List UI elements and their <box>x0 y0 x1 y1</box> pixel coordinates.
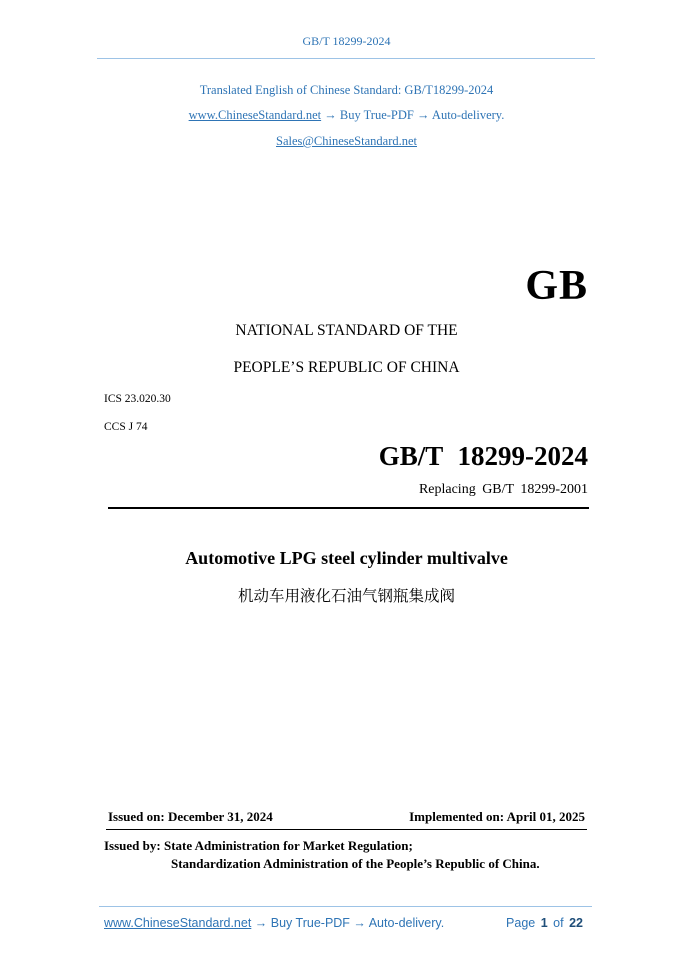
purchase-text: → Buy True-PDF → Auto-delivery. <box>321 108 505 122</box>
document-title-en: Automotive LPG steel cylinder multivalve <box>185 548 508 568</box>
title-divider <box>108 507 589 509</box>
standard-number: GB/T 18299-2024 <box>378 441 588 471</box>
issued-by-line1: Issued by: State Administration for Market Regulation; <box>104 838 413 853</box>
page-current: 1 <box>540 916 548 930</box>
page-of: of <box>553 916 564 930</box>
implemented-on-date: Implemented on: April 01, 2025 <box>409 809 585 824</box>
footer-divider <box>99 906 592 907</box>
gb-logo: GB <box>525 263 588 309</box>
sales-email-link[interactable]: Sales@ChineseStandard.net <box>276 134 417 148</box>
footer-promo <box>104 916 444 930</box>
page-label: Page <box>506 916 536 930</box>
footer-promo-text: → Buy True-PDF → Auto-delivery. <box>251 916 445 930</box>
header-divider <box>97 58 595 59</box>
site-link[interactable]: www.ChineseStandard.net <box>188 108 322 122</box>
running-header: GB/T 18299-2024 <box>302 34 391 48</box>
purchase-notice <box>0 108 693 123</box>
document-title-cn: 机动车用液化石油气钢瓶集成阀 <box>237 587 455 605</box>
translation-notice: Translated English of Chinese Standard: GB/T18299-2024 <box>199 83 494 97</box>
page-total: 22 <box>569 916 583 930</box>
ccs-code: CCS J 74 <box>104 421 148 433</box>
issuer-divider <box>106 829 587 830</box>
national-standard-line1: NATIONAL STANDARD OF THE <box>235 322 458 339</box>
national-standard-line2: PEOPLE’S REPUBLIC OF CHINA <box>233 359 460 376</box>
page-indicator <box>506 916 583 930</box>
issued-by-line2: Standardization Administration of the People’s Republic of China. <box>171 856 540 871</box>
footer-site-link[interactable]: www.ChineseStandard.net <box>104 916 252 930</box>
ics-code: ICS 23.020.30 <box>104 393 171 405</box>
replacing-standard: Replacing GB/T 18299-2001 <box>418 482 588 497</box>
sales-notice <box>0 134 693 149</box>
issued-on-date: Issued on: December 31, 2024 <box>108 809 273 824</box>
